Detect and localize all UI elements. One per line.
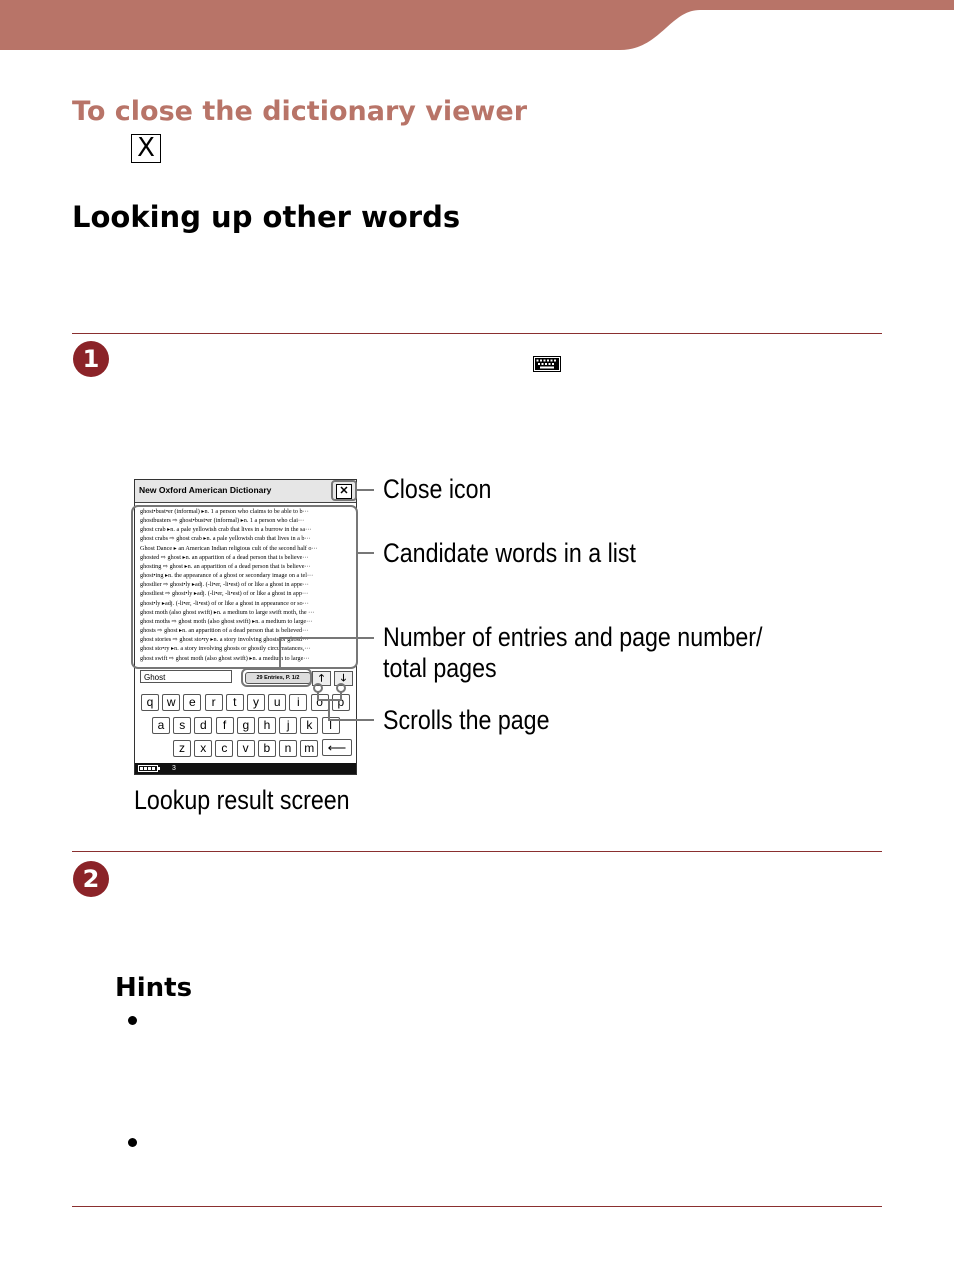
key-k[interactable]: k [300,717,318,734]
footer-divider [72,1206,882,1207]
scroll-up-button[interactable]: 🡑 [312,671,331,686]
key-n[interactable]: n [279,740,297,757]
divider [72,851,882,852]
step-number-badge: 1 [73,341,109,377]
device-close-icon[interactable]: ✕ [336,484,352,499]
key-r[interactable]: r [205,694,223,711]
key-s[interactable]: s [173,717,191,734]
callout-candidate-words: Candidate words in a list [383,538,636,568]
key-c[interactable]: c [215,740,233,757]
key-t[interactable]: t [226,694,244,711]
callout-close-icon: Close icon [383,474,492,504]
key-m[interactable]: m [300,740,318,757]
device-title: New Oxford American Dictionary [139,485,272,495]
candidate-word-row[interactable]: ghosting ⇨ ghost ▸n. an apparition of a dead person that is believe··· [140,562,311,570]
scroll-down-button[interactable]: 🡓 [334,671,353,686]
backspace-key[interactable]: ⟵ [322,739,352,756]
figure-caption: Lookup result screen [134,785,350,815]
candidate-word-row[interactable]: ghost swift ⇨ ghost moth (also ghost swift) ▸n. a medium to large··· [140,654,310,662]
page-title: Looking up other words [72,200,461,234]
key-a[interactable]: a [152,717,170,734]
bullet [128,1138,137,1147]
key-p[interactable]: p [332,694,350,711]
key-o[interactable]: o [311,694,329,711]
section-subtitle: To close the dictionary viewer [72,96,528,127]
key-d[interactable]: d [194,717,212,734]
callout-entries-line2: total pages [383,653,497,683]
candidate-word-row[interactable]: ghost•ly ▸adj. (-li•er, -li•est) of or like a ghost in appearance or so··· [140,599,309,607]
candidate-word-row[interactable]: ghosts ⇨ ghost ▸n. an apparition of a dead person that is believed··· [140,627,309,635]
key-f[interactable]: f [216,717,234,734]
entries-highlight [242,669,311,686]
candidate-word-row[interactable]: ghostlier ⇨ ghost•ly ▸adj. (-li•er, -li•est) of or like a ghost in appe··· [140,581,309,589]
candidate-word-row[interactable]: ghost moth (also ghost swift) ▸n. a medium to large swift moth, the ··· [140,608,315,616]
key-q[interactable]: q [141,694,159,711]
device-status-text: 3 [172,765,176,772]
step-number-badge: 2 [73,861,109,897]
bullet [128,1016,137,1025]
key-z[interactable]: z [173,740,191,757]
candidate-word-row[interactable]: ghost crab ▸n. a pale yellowish crab that lives in a burrow in the sa··· [140,526,312,534]
candidate-word-row[interactable]: ghost•bust•er (informal) ▸n. 1 a person who claims to be able to b··· [140,508,309,515]
candidate-word-row[interactable]: ghost stories ⇨ ghost sto•ry ▸n. a story involving ghosts or ghostl··· [140,636,309,644]
key-j[interactable]: j [279,717,297,734]
candidate-word-row[interactable]: ghost•ing ▸n. the appearance of a ghost or secondary image on a tel··· [140,572,314,580]
candidate-word-row[interactable]: ghostbusters ⇨ ghost•bust•er (informal) ▸n. 1 a person who clai··· [140,517,305,525]
key-v[interactable]: v [237,740,255,757]
entries-page-indicator: 29 Entries, P. 1/2 [245,672,311,684]
key-l[interactable]: l [322,717,340,734]
key-u[interactable]: u [268,694,286,711]
key-e[interactable]: e [183,694,201,711]
hints-heading: Hints [115,973,193,1003]
list-highlight [132,506,357,668]
candidate-word-row[interactable]: Ghost Dance ▸ an American Indian religious cult of the second half o··· [140,544,318,552]
close-highlight [332,481,356,500]
candidate-word-row[interactable]: ghostliest ⇨ ghost•ly ▸adj. (-li•er, -li•est) of or like a ghost in app··· [140,590,309,598]
key-h[interactable]: h [258,717,276,734]
candidate-word-row[interactable]: ghost sto•ry ▸n. a story involving ghosts or ghostly circumstances,··· [140,645,311,653]
key-g[interactable]: g [237,717,255,734]
key-y[interactable]: y [247,694,265,711]
candidate-word-row[interactable]: ghost moths ⇨ ghost moth (also ghost swift) ▸n. a medium to large··· [140,617,313,625]
key-i[interactable]: i [289,694,307,711]
key-x[interactable]: x [194,740,212,757]
key-b[interactable]: b [258,740,276,757]
key-w[interactable]: w [162,694,180,711]
callout-scrolls: Scrolls the page [383,705,550,735]
candidate-word-row[interactable]: ghost crabs ⇨ ghost crab ▸n. a pale yellowish crab that lives in a b··· [140,535,311,543]
callout-entries-line1: Number of entries and page number/ [383,622,763,652]
candidate-word-row[interactable]: ghosted ⇨ ghost ▸n. an apparition of a dead person that is believe··· [140,553,309,561]
device-search-input[interactable]: Ghost [140,670,232,683]
close-x-icon: X [131,134,161,163]
